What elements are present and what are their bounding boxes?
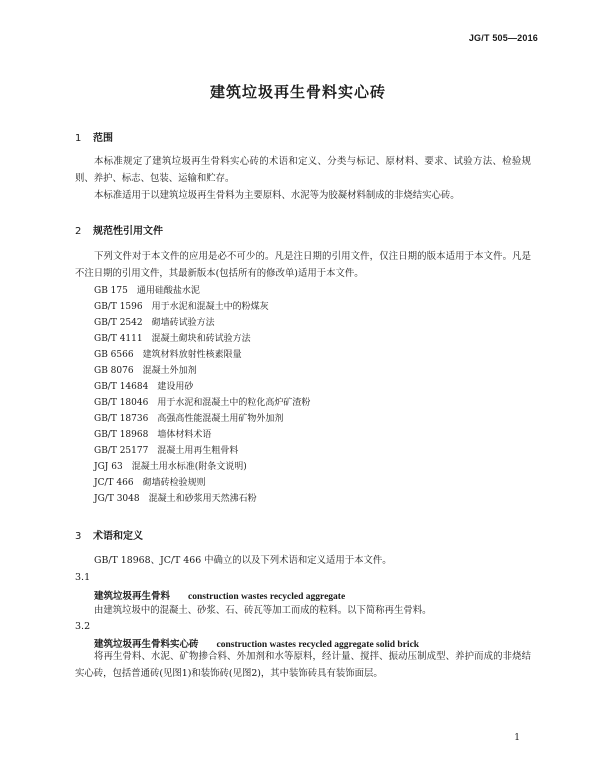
section-1-paragraph-1: 本标准规定了建筑垃圾再生骨料实心砖的术语和定义、分类与标记、原材料、要求、试验方法、检验规则、养护、标志、包装、运输和贮存。 xyxy=(75,156,531,184)
section-2-heading xyxy=(75,222,163,237)
reference-item: JG/T 3048 混凝土和砂浆用天然沸石粉 xyxy=(94,494,257,504)
term-3-2-chinese: 建筑垃圾再生骨料实心砖 xyxy=(94,639,199,650)
standard-number: JG/T 505—2016 xyxy=(468,33,538,43)
section-1-heading xyxy=(75,129,113,144)
term-3-2-english: construction wastes recycled aggregate solid brick xyxy=(216,640,420,650)
section-1-paragraph-2: 本标准适用于以建筑垃圾再生骨料为主要原料、水泥等为胶凝材料制成的非烧结实心砖。 xyxy=(94,190,460,201)
section-2-paragraph-1: 下列文件对于本文件的应用是必不可少的。凡是注日期的引用文件，仅注日期的版本适用于本文件。凡是不注日期的引用文件，其最新版本(包括所有的修改单)适用于本文件。 xyxy=(75,251,531,279)
reference-item: GB 6566 建筑材料放射性核素限量 xyxy=(94,350,242,360)
reference-item: GB 8076 混凝土外加剂 xyxy=(94,366,197,376)
section-3-number: 3 xyxy=(75,531,82,542)
reference-item: GB/T 4111 混凝土砌块和砖试验方法 xyxy=(94,334,251,344)
term-3-1-chinese: 建筑垃圾再生骨料 xyxy=(94,591,171,602)
reference-item: GB/T 25177 混凝土用再生粗骨料 xyxy=(94,446,239,456)
term-3-1-english: construction wastes recycled aggregate xyxy=(188,592,346,602)
page-number: 1 xyxy=(514,733,520,743)
term-3-1-number: 3.1 xyxy=(75,572,91,583)
reference-item: GB/T 18736 高强高性能混凝土用矿物外加剂 xyxy=(94,414,284,424)
section-1-number: 1 xyxy=(75,133,82,144)
reference-item: GB/T 1596 用于水泥和混凝土中的粉煤灰 xyxy=(94,302,269,312)
section-1-title: 范围 xyxy=(93,133,113,144)
reference-item: JC/T 466 砌墙砖检验规则 xyxy=(94,478,206,488)
reference-list xyxy=(94,283,310,507)
reference-item: GB/T 18046 用于水泥和混凝土中的粒化高炉矿渣粉 xyxy=(94,398,311,408)
section-3-title: 术语和定义 xyxy=(93,531,143,542)
reference-item: GB 175 通用硅酸盐水泥 xyxy=(94,286,200,296)
section-3-heading xyxy=(75,527,143,542)
reference-item: GB/T 18968 墙体材料术语 xyxy=(94,430,212,440)
term-3-2-number: 3.2 xyxy=(75,621,91,632)
term-3-2-definition: 将再生骨料、水泥、矿物掺合料、外加剂和水等原料，经计量、搅拌、振动压制成型、养护而成的非烧结实心砖，包括普通砖(见图1)和装饰砖(见图2)，其中装饰砖具有装饰面层。 xyxy=(75,651,531,679)
document-title: 建筑垃圾再生骨料实心砖 xyxy=(209,83,386,101)
reference-item: GB/T 2542 砌墙砖试验方法 xyxy=(94,318,215,328)
section-3-paragraph-1: GB/T 18968、JC/T 466 中确立的以及下列术语和定义适用于本文件。 xyxy=(94,555,392,566)
term-3-1-definition: 由建筑垃圾中的混凝土、砂浆、石、砖瓦等加工而成的粒料。以下简称再生骨料。 xyxy=(94,605,432,616)
term-3-1-heading xyxy=(94,588,345,602)
section-2-number: 2 xyxy=(75,226,82,237)
section-2-title: 规范性引用文件 xyxy=(93,226,163,237)
reference-item: JGJ 63 混凝土用水标准(附条文说明) xyxy=(94,462,247,472)
reference-item: GB/T 14684 建设用砂 xyxy=(94,382,194,392)
